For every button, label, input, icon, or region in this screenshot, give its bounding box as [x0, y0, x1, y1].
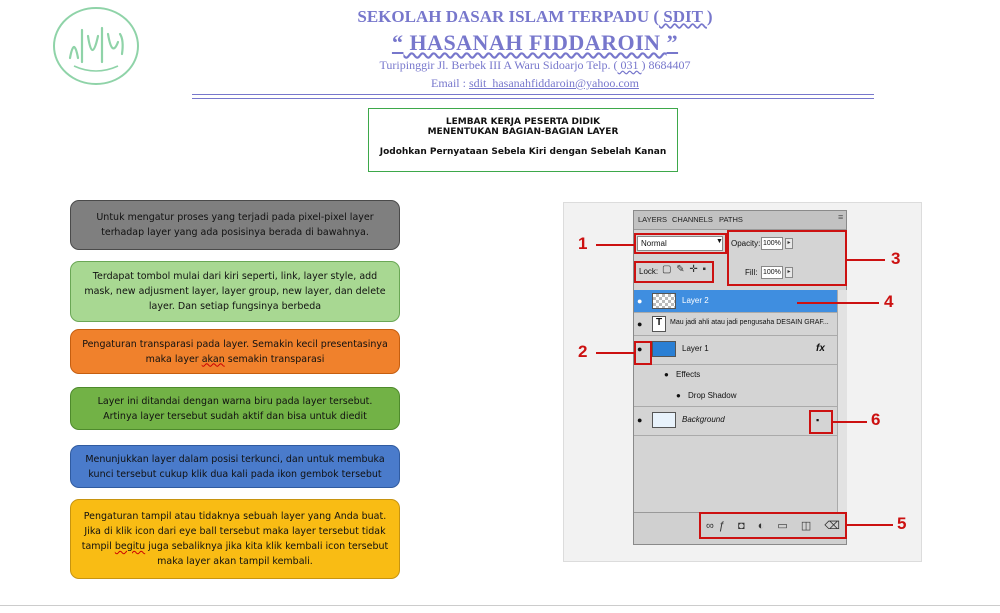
layer-effects-row: ● Effects: [664, 370, 701, 379]
school-email: Email : sdit_hasanahfiddaroin@yahoo.com: [430, 76, 639, 90]
email-link[interactable]: sdit_hasanahfiddaroin@yahoo.com: [468, 76, 639, 90]
callout-line: [847, 259, 885, 261]
layer-effect-drop-shadow: ● Drop Shadow: [634, 385, 838, 407]
eye-icon[interactable]: ●: [637, 415, 643, 425]
header-rule: [192, 98, 874, 99]
lock-label: Lock:: [639, 267, 659, 276]
callout-number: 3: [891, 249, 901, 268]
school-abbr: SDIT: [659, 7, 707, 26]
layer-row-background[interactable]: ● Background ▪: [634, 409, 838, 436]
area-code: 031: [617, 58, 642, 72]
school-logo: [52, 6, 140, 86]
callout-line: [596, 244, 634, 246]
callout-line: [847, 524, 893, 526]
statement-card: Layer ini ditandai dengan warna biru pada layer tersebut. Artinya layer tersebut sudah aktif dan bisa untuk diedit: [70, 387, 400, 430]
eye-icon[interactable]: ●: [676, 391, 681, 400]
layer-row-text[interactable]: ● T Mau jadi ahli atau jadi pengusaha DESAIN GRAF...: [634, 313, 838, 336]
fx-icon[interactable]: fx: [816, 343, 825, 354]
header-rule: [192, 94, 874, 95]
opacity-input[interactable]: 100%: [761, 237, 783, 250]
callout-box-opacity-fill: [727, 230, 847, 286]
callout-box-eye: [634, 341, 652, 365]
school-name-text: HASANAH FIDDAROIN: [403, 30, 667, 55]
eye-icon[interactable]: ●: [637, 344, 643, 354]
worksheet-title: LEMBAR KERJA PESERTA DIDIK: [445, 117, 601, 127]
tab-paths[interactable]: PATHS: [719, 215, 743, 224]
statement-card: Pengaturan tampil atau tidaknya sebuah layer yang Anda buat. Jika di klik icon dari eye ball tersebut maka layer tersebut tidak tampil begitu juga sebaliknya jika kita klik kembali icon tersebut maka layer akan tampil kembali.: [70, 499, 400, 579]
worksheet-title-box: [368, 108, 678, 172]
layer-thumbnail: [652, 412, 676, 428]
chevron-down-icon: ▼: [716, 238, 723, 245]
opacity-label: Opacity:: [731, 239, 761, 248]
worksheet-subtitle: MENENTUKAN BAGIAN-BAGIAN LAYER: [427, 127, 619, 137]
callout-number: 5: [897, 514, 907, 533]
fill-input[interactable]: 100%: [761, 266, 783, 279]
callout-number: 4: [884, 292, 894, 311]
text-layer-icon: T: [652, 316, 666, 332]
callout-line: [596, 352, 634, 354]
opacity-slider-icon[interactable]: ▸: [785, 238, 793, 249]
eye-icon[interactable]: ●: [637, 296, 643, 306]
layer-thumbnail: [652, 341, 676, 357]
lock-icons[interactable]: ▢ ✎ ✛ ▪: [662, 264, 708, 275]
blend-mode-select[interactable]: Normal: [637, 236, 723, 251]
callout-line: [797, 302, 879, 304]
callout-number: 2: [578, 342, 588, 361]
callout-number: 6: [871, 410, 881, 429]
worksheet-instruction: Jodohkan Pernyataan Sebela Kiri dengan Sebelah Kanan: [379, 147, 667, 157]
callout-box-lock-layer: [809, 410, 833, 434]
eye-icon[interactable]: ●: [664, 370, 669, 379]
panel-menu-icon[interactable]: ≡: [838, 212, 844, 222]
layer-thumbnail: [652, 293, 676, 309]
layer-row-layer2[interactable]: ● Layer 2: [634, 290, 838, 313]
layer-action-buttons[interactable]: ∞ƒ ◘ ◐ ▭ ◫ ⌫: [706, 520, 845, 532]
school-address: Turipinggir Jl. Berbek III A Waru Sidoarjo Telp. ( 031 ) 8684407: [379, 58, 691, 72]
tab-layers[interactable]: LAYERS: [638, 215, 668, 224]
eye-icon[interactable]: ●: [637, 319, 643, 329]
school-type: SEKOLAH DASAR ISLAM TERPADU ( SDIT ): [357, 7, 713, 26]
statement-card: Untuk mengatur proses yang terjadi pada pixel-pixel layer terhadap layer yang ada posisinya berada di bawahnya.: [70, 200, 400, 250]
callout-box-lock: [634, 261, 714, 283]
callout-number: 1: [578, 234, 588, 253]
panel-tabs: [634, 211, 846, 230]
fill-slider-icon[interactable]: ▸: [785, 267, 793, 278]
fill-label: Fill:: [745, 268, 758, 277]
callout-box-blend: [634, 233, 727, 254]
statement-card: Pengaturan transparasi pada layer. Semakin kecil presentasinya maka layer akan semakin transparasi: [70, 329, 400, 374]
tab-channels[interactable]: CHANNELS: [672, 215, 713, 224]
page-divider: [0, 605, 1000, 606]
callout-line: [833, 421, 867, 423]
school-name: “ HASANAH FIDDAROIN ”: [391, 30, 679, 55]
callout-box-bottom-buttons: [699, 512, 847, 539]
scrollbar[interactable]: [837, 290, 847, 512]
lock-icon[interactable]: ▪: [816, 415, 820, 425]
statement-card: Menunjukkan layer dalam posisi terkunci, dan untuk membuka kunci tersebut cukup klik dua kali pada ikon gembok tersebut: [70, 445, 400, 488]
statement-card: Terdapat tombol mulai dari kiri seperti, link, layer style, add mask, new adjusment layer, layer group, new layer, dan delete layer. Dan setiap fungsinya berbeda: [70, 261, 400, 322]
layer-row-layer1[interactable]: ● Layer 1 fx: [634, 338, 838, 365]
